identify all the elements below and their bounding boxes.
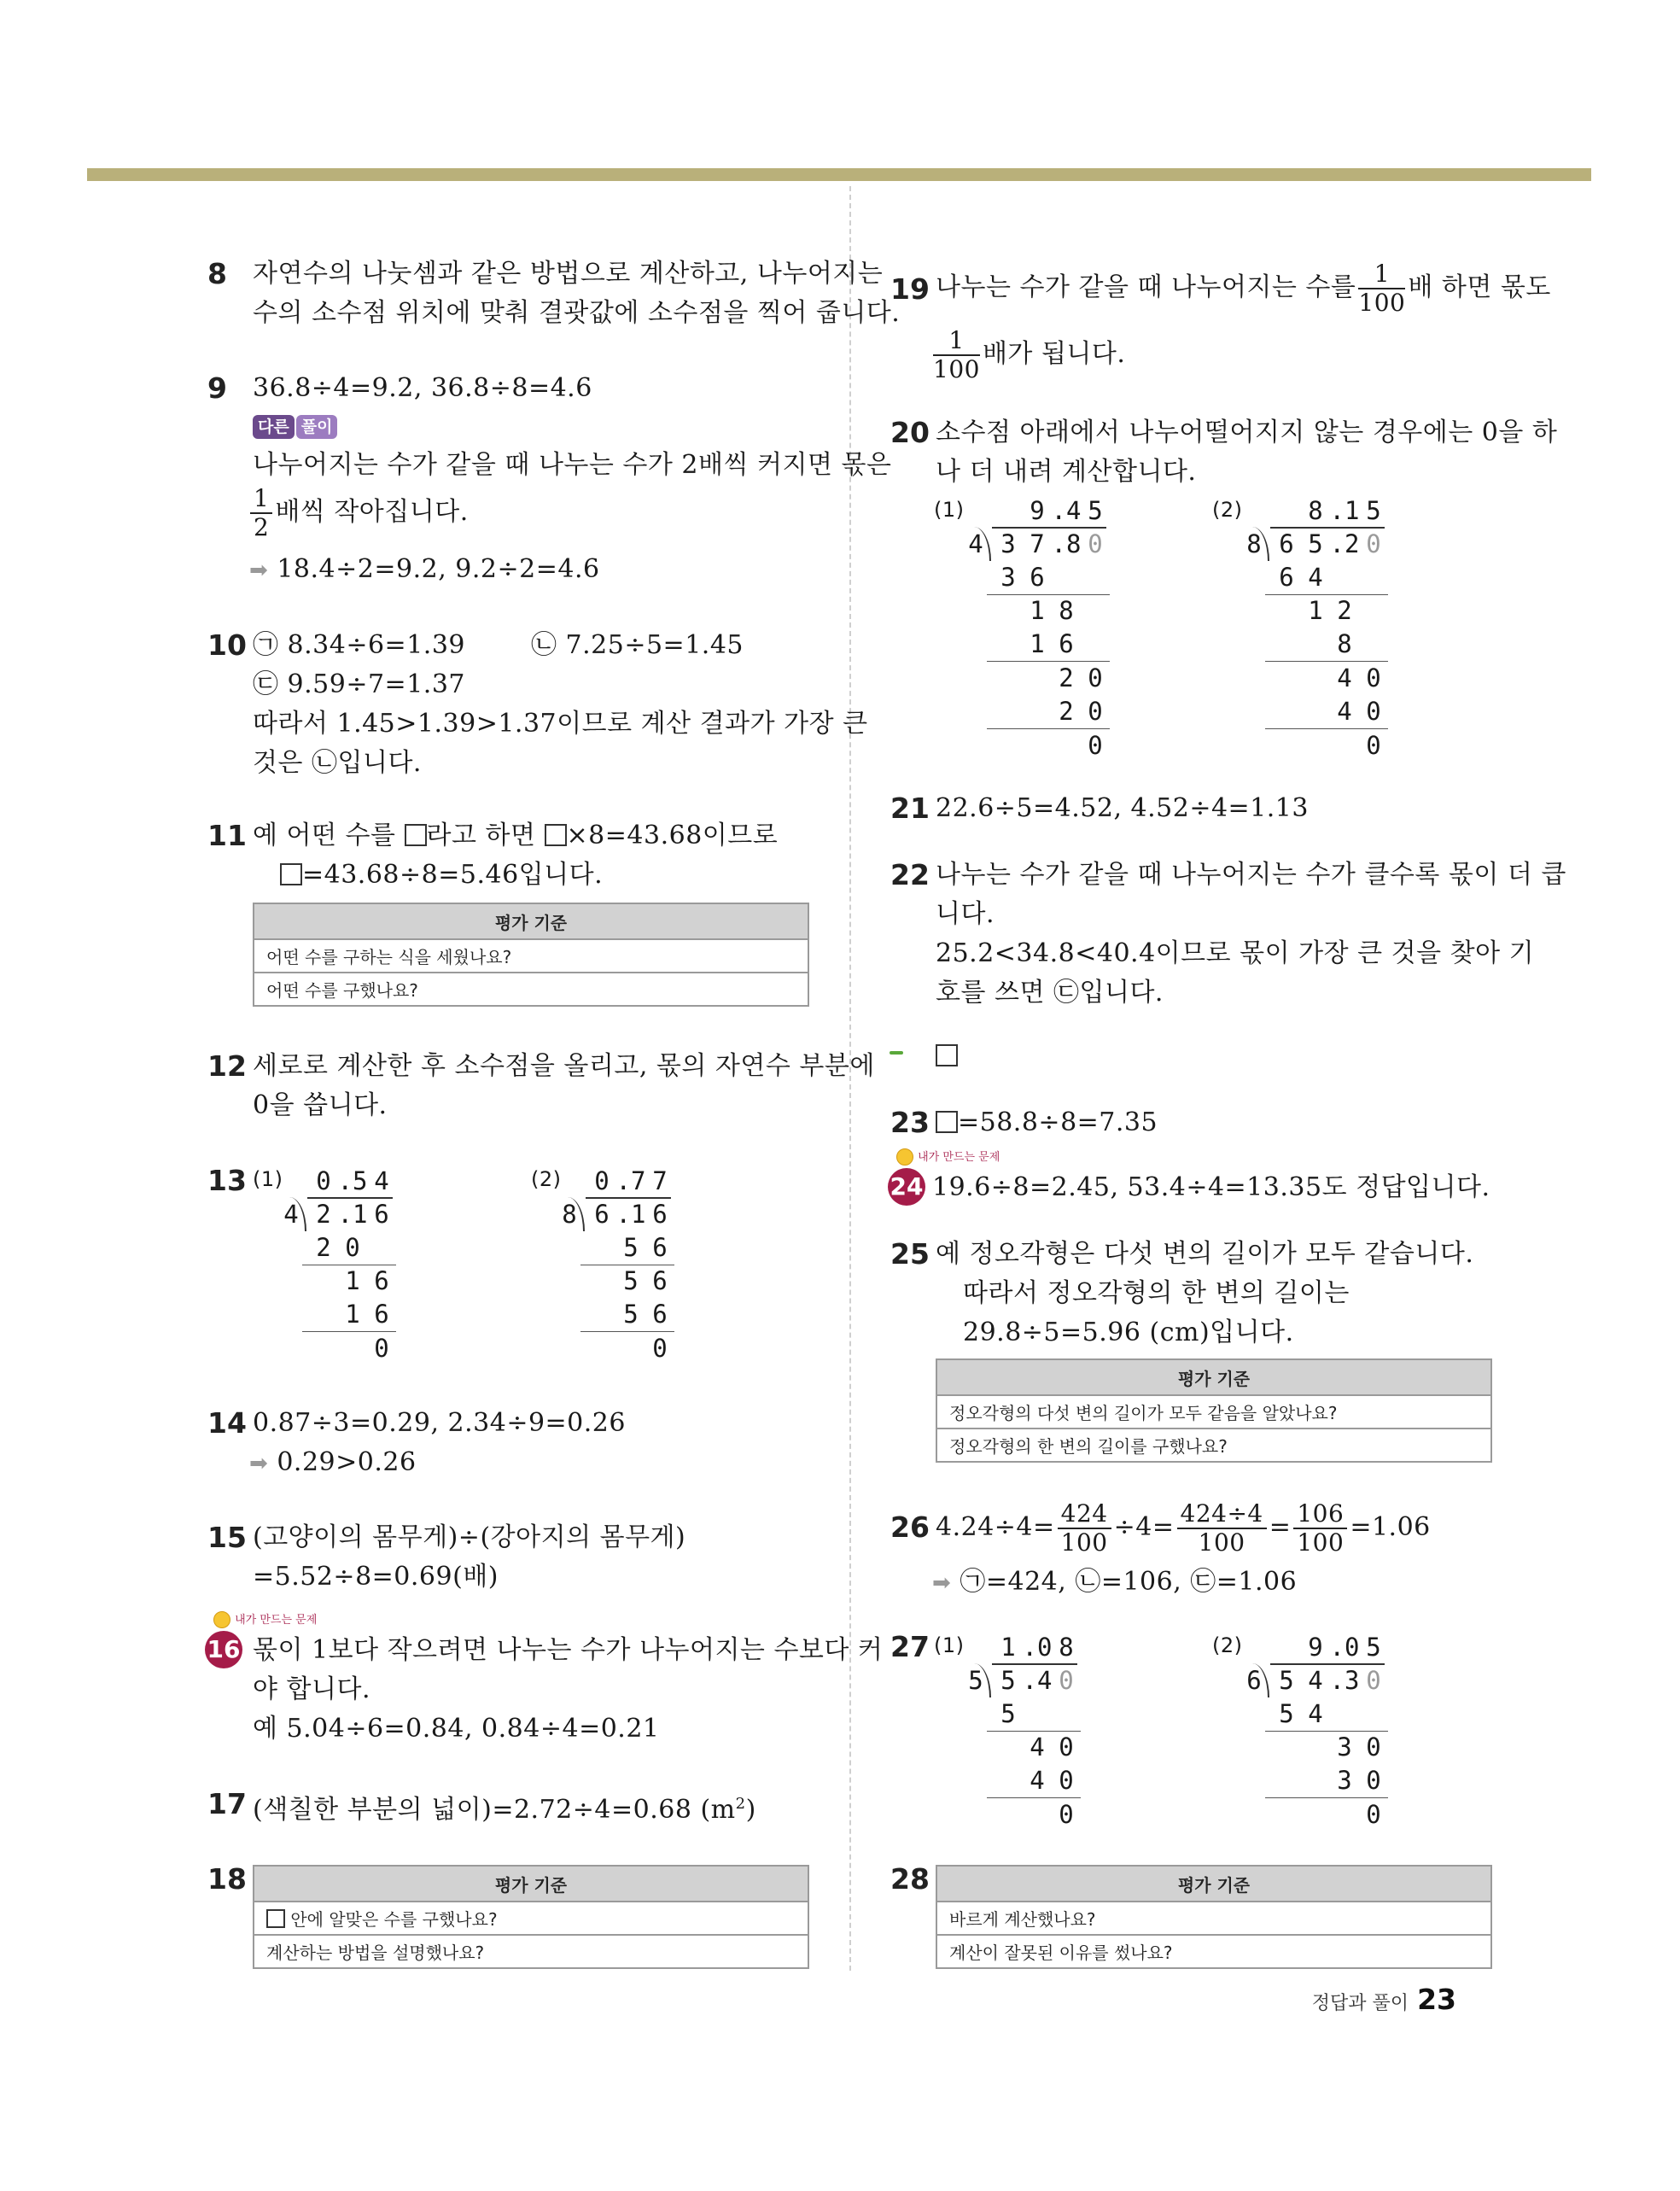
sub-label: (2): [1212, 1633, 1243, 1657]
page-footer: [1312, 1983, 1456, 2016]
alt-tag-2: 풀이: [296, 415, 338, 439]
blank-box: [405, 824, 427, 846]
problem-14-number: 14: [207, 1406, 247, 1440]
problem-16-line-2: 야 합니다.: [253, 1674, 370, 1704]
fraction-half: $\frac{1}{2}$: [250, 487, 272, 540]
problem-10-c: ㉢ 9.59÷7=1.37: [253, 669, 465, 699]
problem-10-a: ㉠ 8.34÷6=1.39: [253, 630, 465, 660]
problem-12-line-2: 0을 씁니다.: [253, 1090, 388, 1120]
problem-25-line-1: 예 정오각형은 다섯 변의 길이가 모두 같습니다.: [936, 1239, 1474, 1269]
problem-8-line-2: 수의 소수점 위치에 맞춰 결괏값에 소수점을 찍어 줍니다.: [253, 298, 901, 328]
fraction: $\frac{424}{100}$: [1058, 1502, 1111, 1555]
criteria-row: 어떤 수를 구했나요?: [254, 973, 808, 1006]
problem-27-number: 27: [890, 1630, 930, 1663]
long-division-13-1: 0 .5 4 4 2 .1 6 2 0 1 6 1 6 0: [275, 1165, 403, 1370]
problem-15-number: 15: [207, 1521, 247, 1554]
problem-26-line-1: 4.24÷4= $\frac{424}{100}$ ÷4= $\frac{424\div 4}{100}$ = $\frac{106}{100}$ =1.06: [936, 1499, 1431, 1557]
problem-23-number: 23: [890, 1106, 930, 1139]
problem-24-line-1: 19.6÷8=2.45, 53.4÷4=13.35도 정답입니다.: [932, 1172, 1490, 1202]
problem-9-line-2: 나누어지는 수가 같을 때 나누는 수가 2배씩 커지면 몫은: [253, 450, 892, 480]
problem-9-number: 9: [207, 371, 227, 405]
problem-21-number: 21: [890, 792, 930, 825]
problem-18-number: 18: [207, 1862, 247, 1896]
fraction-hundredth: $\frac{1}{100}$: [1358, 260, 1406, 317]
sub-label: (1): [934, 1633, 965, 1657]
problem-10-b: ㉡ 7.25÷5=1.45: [531, 630, 744, 660]
problem-22-line-4: 호를 쓰면 ㉢입니다.: [936, 978, 1164, 1008]
problem-20-line-1: 소수점 아래에서 나누어떨어지지 않는 경우에는 0을 하: [936, 418, 1558, 447]
problem-16-line-1: 몫이 1보다 작으려면 나누는 수가 나누어지는 수보다 커: [253, 1635, 884, 1665]
problem-16-number: 16: [205, 1631, 242, 1668]
problem-14-line-2: ➡ 0.29>0.26: [249, 1447, 417, 1477]
blank-box: [936, 1111, 958, 1133]
problem-9-line-1: 36.8÷4=9.2, 36.8÷8=4.6: [253, 373, 592, 403]
smiley-icon: [213, 1611, 230, 1628]
problem-10-number: 10: [207, 628, 247, 662]
my-problem-tag-16: 내가 만드는 문제: [213, 1610, 317, 1628]
problem-16-line-3: 예 5.04÷6=0.84, 0.84÷4=0.21: [253, 1714, 660, 1744]
criteria-row: 어떤 수를 구하는 식을 세웠나요?: [254, 939, 808, 973]
sub-label: (1): [253, 1167, 283, 1191]
criteria-header: 평가 기준: [254, 1866, 808, 1902]
problem-22-number: 22: [890, 858, 930, 891]
problem-19-line-1: 나누는 수가 같을 때 나누어지는 수를 $\frac{1}{100}$ 배 하면 몫도: [936, 260, 1551, 317]
right-arrow-icon: ➡: [249, 1451, 269, 1476]
smiley-icon: [896, 1148, 913, 1166]
right-arrow-icon: ➡: [249, 558, 269, 583]
sub-label: (2): [1212, 498, 1243, 522]
problem-22-line-3: 25.2<34.8<40.4이므로 몫이 가장 큰 것을 찾아 기: [936, 938, 1535, 968]
problem-10-line-3: 따라서 1.45>1.39>1.37이므로 계산 결과가 가장 큰: [253, 709, 868, 739]
sub-label: (2): [531, 1167, 562, 1191]
criteria-row: 계산하는 방법을 설명했나요?: [254, 1935, 808, 1968]
criteria-table-25: [936, 1358, 1492, 1463]
long-division-27-2: 9 .0 5 6 5 4 .3 0 5 4 3 0 3 0 0: [1238, 1631, 1400, 1836]
problem-23-line-1: =58.8÷8=7.35: [936, 1103, 1158, 1142]
problem-15-line-1: (고양이의 몸무게)÷(강아지의 몸무게): [253, 1522, 686, 1552]
problem-11-line-2: =43.68÷8=5.46입니다.: [280, 856, 603, 895]
problem-9-line-4: ➡ 18.4÷2=9.2, 9.2÷2=4.6: [249, 554, 600, 584]
long-division-20-2: 8 .1 5 8 6 5 .2 0 6 4 1 2 8 4 0 4 0 0: [1238, 494, 1400, 768]
problem-12-line-1: 세로로 계산한 후 소수점을 올리고, 몫의 자연수 부분에: [253, 1051, 875, 1081]
right-arrow-icon: ➡: [932, 1570, 952, 1596]
problem-11-number: 11: [207, 819, 247, 852]
my-problem-tag-24: 내가 만드는 문제: [896, 1148, 1000, 1166]
problem-13-number: 13: [207, 1164, 247, 1197]
problem-22-line-1: 나누는 수가 같을 때 나누어지는 수가 클수록 몫이 더 큽: [936, 860, 1566, 890]
criteria-row: 정오각형의 다섯 변의 길이가 모두 같음을 알았나요?: [936, 1395, 1491, 1429]
problem-11-line-1: 예 어떤 수를 라고 하면 ×8=43.68이므로: [253, 821, 779, 850]
problem-20-line-2: 나 더 내려 계산합니다.: [936, 457, 1197, 487]
long-division-20-1: 9 .4 5 4 3 7 .8 0 3 6 1 8 1 6 2 0 2 0 0: [960, 494, 1122, 768]
criteria-header: 평가 기준: [936, 1866, 1491, 1902]
problem-22-line-2: 니다.: [936, 899, 995, 929]
problem-8-line-1: 자연수의 나눗셈과 같은 방법으로 계산하고, 나누어지는: [253, 259, 884, 289]
problem-17-number: 17: [207, 1787, 247, 1820]
problem-24-number: 24: [888, 1168, 925, 1206]
problem-19-line-2: $\frac{1}{100}$ 배가 됩니다.: [933, 326, 1126, 383]
criteria-header: 평가 기준: [254, 903, 808, 939]
blank-box: [266, 1909, 285, 1928]
problem-25-line-2: 따라서 정오각형의 한 변의 길이는: [963, 1278, 1350, 1308]
criteria-table-18: [253, 1865, 809, 1969]
problem-9-line-3: $\frac{1}{2}$ 배씩 작아집니다.: [248, 487, 469, 540]
prep-tag: [890, 1042, 903, 1058]
problem-20-number: 20: [890, 416, 930, 449]
fraction: $\frac{424\div 4}{100}$: [1177, 1502, 1267, 1555]
criteria-header: 평가 기준: [936, 1359, 1491, 1395]
criteria-row: 계산이 잘못된 이유를 썼나요?: [936, 1935, 1491, 1968]
criteria-table-28: [936, 1865, 1492, 1969]
long-division-27-1: 1 .0 8 5 5 .4 0 5 4 0 4 0 0: [960, 1631, 1096, 1836]
problem-8-number: 8: [207, 257, 227, 290]
problem-14-line-1: 0.87÷3=0.29, 2.34÷9=0.26: [253, 1408, 626, 1438]
problem-21-line-1: 22.6÷5=4.52, 4.52÷4=1.13: [936, 793, 1309, 823]
problem-28-number: 28: [890, 1862, 930, 1896]
problem-10-line-4: 것은 ㉡입니다.: [253, 748, 422, 778]
problem-15-line-2: =5.52÷8=0.69(배): [253, 1562, 499, 1592]
problem-25-line-3: 29.8÷5=5.96 (cm)입니다.: [963, 1318, 1294, 1347]
blank-box: [280, 863, 302, 885]
footer-label: 정답과 풀이: [1311, 1993, 1409, 2014]
alt-tag-1: 다른: [253, 415, 295, 439]
criteria-row: 안에 알맞은 수를 구했나요?: [254, 1902, 808, 1935]
fraction-hundredth: $\frac{1}{100}$: [933, 326, 980, 383]
sub-label: (1): [934, 498, 965, 522]
problem-25-number: 25: [890, 1237, 930, 1271]
long-division-13-2: 0 .7 7 8 6 .1 6 5 6 5 6 5 6 0: [553, 1165, 681, 1370]
problem-19-number: 19: [890, 272, 930, 306]
blank-box: [545, 824, 567, 846]
fraction: $\frac{106}{100}$: [1293, 1502, 1347, 1555]
criteria-row: 정오각형의 한 변의 길이를 구했나요?: [936, 1429, 1491, 1462]
top-bar: [87, 168, 1591, 181]
problem-17-line-1: (색칠한 부분의 넓이)=2.72÷4=0.68 $(m^2)$: [253, 1795, 756, 1825]
blank-box: [936, 1044, 958, 1066]
alt-solution-tag: [253, 415, 337, 439]
page-number: 23: [1417, 1983, 1456, 2016]
prep-line: [936, 1037, 958, 1076]
problem-26-line-2: ➡ ㉠=424, ㉡=106, ㉢=1.06: [932, 1567, 1298, 1597]
problem-26-number: 26: [890, 1510, 930, 1544]
problem-12-number: 12: [207, 1049, 247, 1083]
criteria-row: 바르게 계산했나요?: [936, 1902, 1491, 1935]
criteria-table-11: [253, 903, 809, 1007]
